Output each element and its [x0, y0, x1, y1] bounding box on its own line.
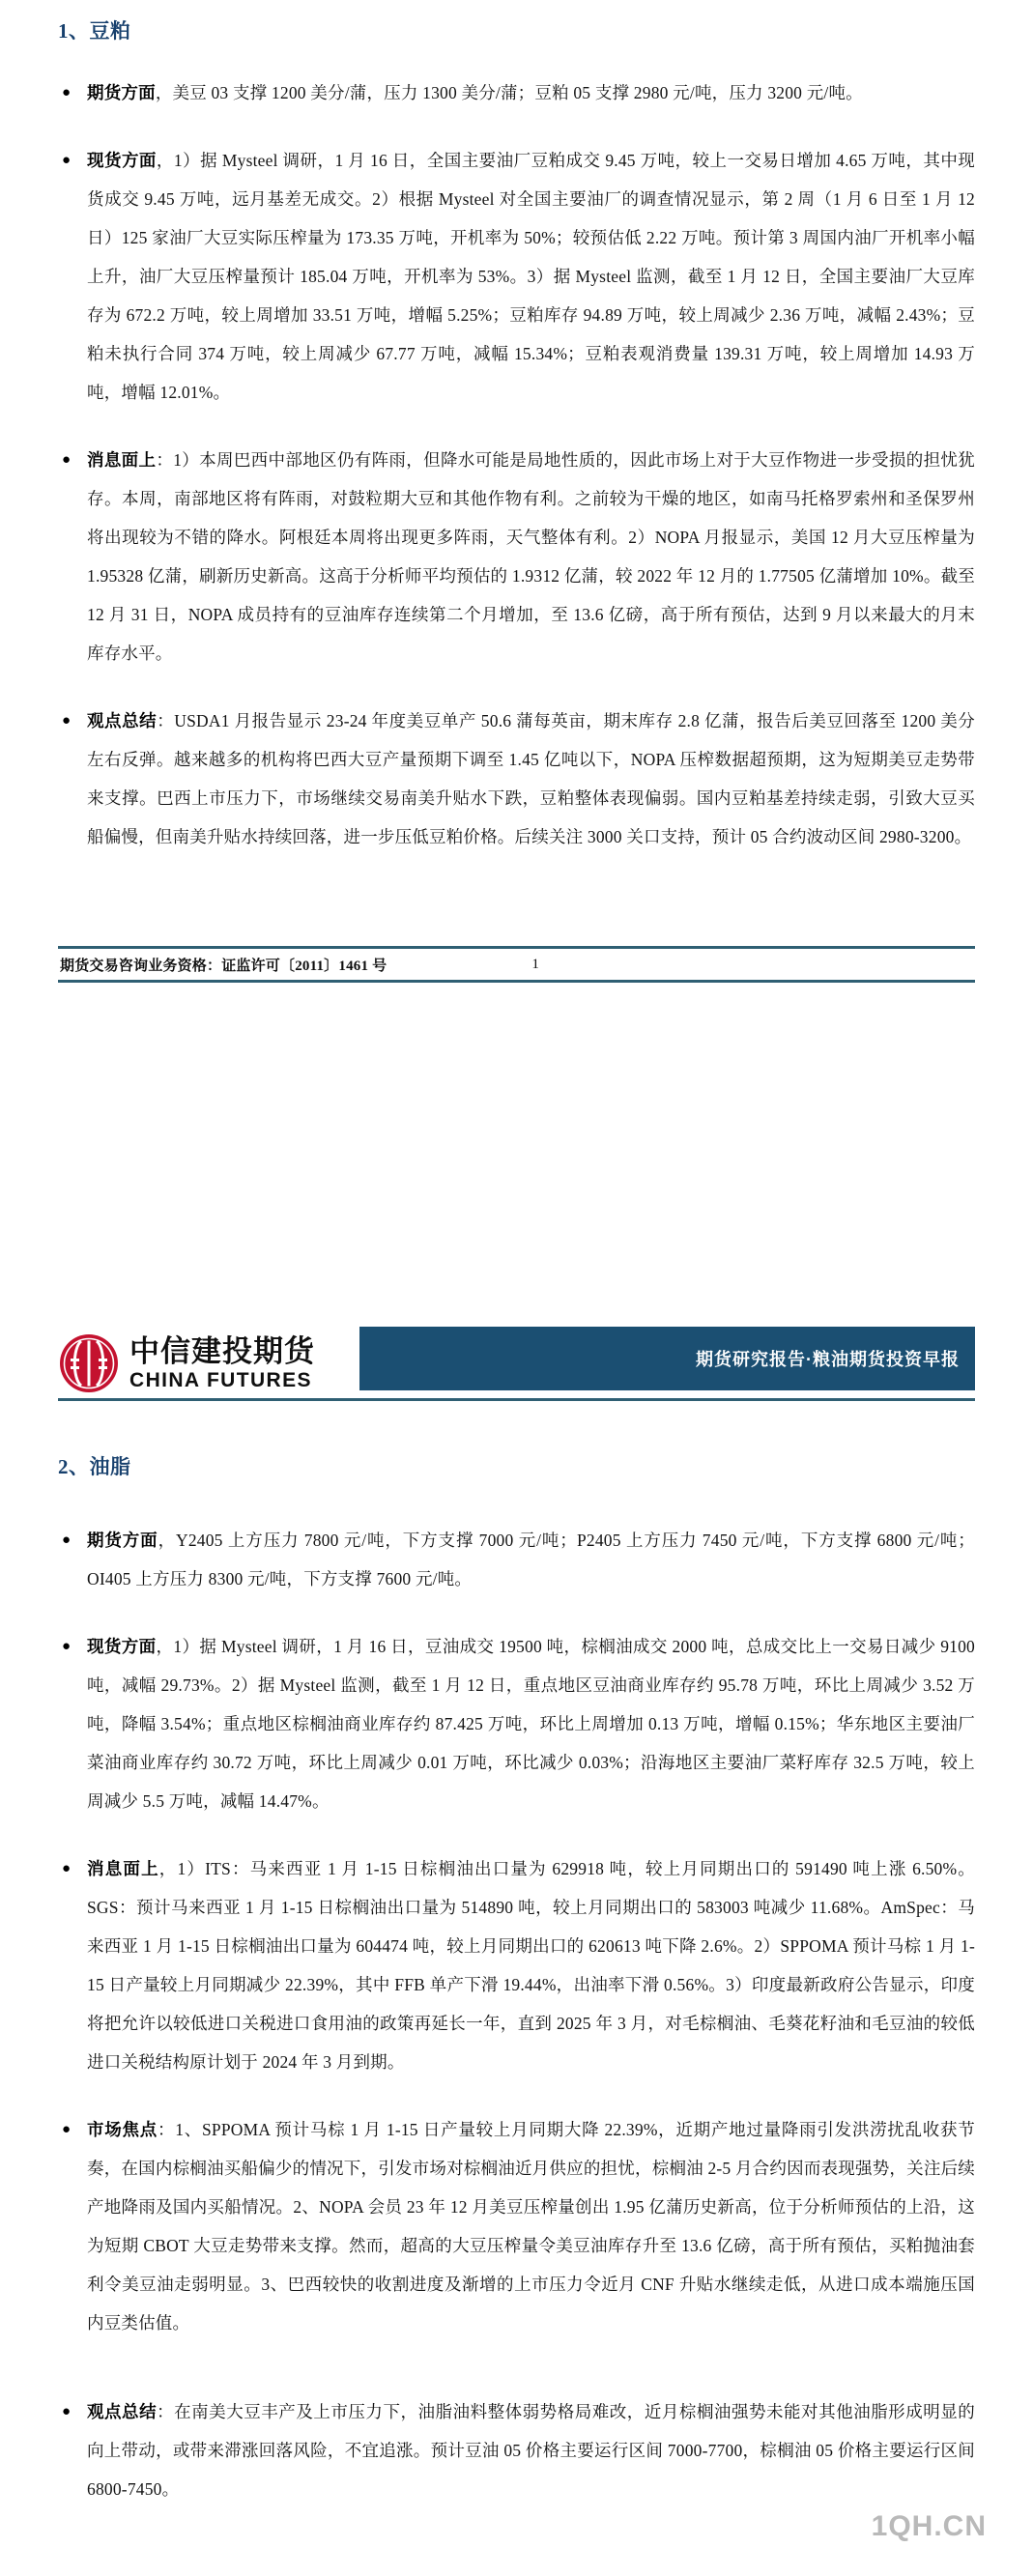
header-banner	[359, 1327, 975, 1390]
bullet-text	[87, 141, 975, 412]
bullet-text	[87, 1521, 975, 1598]
footer-rule-bottom	[58, 980, 975, 983]
bullet-dot-icon: ●	[62, 1532, 72, 1548]
watermark: 1QH.CN	[871, 2510, 987, 2542]
bullet-body-text: ，1）ITS：马来西亚 1 月 1-15 日棕榈油出口量为 629918 吨，较上月同期出口的 591490 吨上涨 6.50%。SGS：预计马来西亚 1 月 1-15 日棕榈油出口量为 514890 吨，较上月同期出口的 583003 吨减少 11.68%。AmSpec：马来西亚 1 月 1-15 日棕榈油出口量为 604474 吨，较上月同期出口的 620613 吨下降 2.6%。2）SPPOMA 预计马棕 1 月 1-15 日产量较上月同期减少 22.39%，其中 FFB 单产下滑 19.44%，出油率下滑 0.56%。3）印度最新政府公告显示，印度将把允许以较低进口关税进口食用油的政策再延长一年，直到 2025 年 3 月，对毛棕榈油、毛葵花籽油和毛豆油的较低进口关税结构原计划于 2024 年 3 月到期。	[87, 1859, 975, 2072]
company-logo	[58, 1332, 348, 1394]
page1-section-title: 1、豆粕	[58, 19, 131, 43]
bullet-item	[58, 1627, 975, 1820]
bullet-text	[87, 2110, 975, 2342]
bullet-lead: 现货方面	[87, 151, 157, 170]
bullet-dot-icon: ●	[62, 713, 72, 729]
logo-chinese-name: 中信建投期货	[129, 1334, 315, 1368]
bullet-item	[58, 73, 975, 112]
bullet-lead: 观点总结	[87, 2402, 158, 2421]
bullet-lead: 消息面上	[87, 450, 157, 470]
bullet-text	[87, 441, 975, 673]
bullet-item	[58, 1849, 975, 2081]
bullet-dot-icon: ●	[62, 85, 72, 100]
bullet-item	[58, 701, 975, 856]
page2-section-title: 2、油脂	[58, 1455, 131, 1478]
bullet-dot-icon: ●	[62, 153, 72, 168]
bullet-body-text: ，1）据 Mysteel 调研，1 月 16 日，豆油成交 19500 吨，棕榈油成交 2000 吨，总成交比上一交易日减少 9100 吨，减幅 29.73%。2）据 Mysteel 监测，截至 1 月 12 日，重点地区豆油商业库存约 95.78 万吨，环比上周减少 3.52 万吨，降幅 3.54%；重点地区棕榈油商业库存约 87.425 万吨，环比上周增加 0.13 万吨，增幅 0.15%；华东地区主要油厂菜油商业库存约 30.72 万吨，环比上周减少 0.01 万吨，环比减少 0.03%；沿海地区主要油厂菜籽库存 32.5 万吨，较上周减少 5.5 万吨，减幅 14.47%。	[87, 1637, 975, 1811]
footer-license-text: 期货交易咨询业务资格：证监许可〔2011〕1461 号	[60, 959, 387, 974]
bullet-item	[58, 2392, 975, 2508]
bullet-lead: 现货方面	[87, 1637, 157, 1656]
bullet-body-text: ，1）据 Mysteel 调研，1 月 16 日，全国主要油厂豆粕成交 9.45 万吨，较上一交易日增加 4.65 万吨，其中现货成交 9.45 万吨，远月基差无成交。2）根据 Mysteel 对全国主要油厂的调查情况显示，第 2 周（1 月 6 日至 1 月 12 日）125 家油厂大豆实际压榨量为 173.35 万吨，开机率为 50%；较预估低 2.22 万吨。预计第 3 周国内油厂开机率小幅上升，油厂大豆压榨量预计 185.04 万吨，开机率为 53%。3）据 Mysteel 监测，截至 1 月 12 日，全国主要油厂大豆库存为 672.2 万吨，较上周增加 33.51 万吨，增幅 5.25%；豆粕库存 94.89 万吨，较上周减少 2.36 万吨，减幅 2.43%；豆粕未执行合同 374 万吨，较上周减少 67.77 万吨，减幅 15.34%；豆粕表观消费量 139.31 万吨，较上周增加 14.93 万吨，增幅 12.01%。	[87, 151, 975, 402]
bullet-body-text: ：1）本周巴西中部地区仍有阵雨，但降水可能是局地性质的，因此市场上对于大豆作物进一步受损的担忧犹存。本周，南部地区将有阵雨，对鼓粒期大豆和其他作物有利。之前较为干燥的地区，如南马托格罗索州和圣保罗州将出现较为不错的降水。阿根廷本周将出现更多阵雨，天气整体有利。2）NOPA 月报显示，美国 12 月大豆压榨量为 1.95328 亿蒲，刷新历史新高。这高于分析师平均预估的 1.9312 亿蒲，较 2022 年 12 月的 1.77505 亿蒲增加 10%。截至 12 月 31 日，NOPA 成员持有的豆油库存连续第二个月增加，至 13.6 亿磅，高于所有预估，达到 9 月以来最大的月末库存水平。	[87, 450, 975, 663]
bullet-dot-icon: ●	[62, 1639, 72, 1654]
page-header	[58, 1290, 975, 1394]
bullet-lead: 期货方面	[87, 1531, 158, 1550]
bullet-text	[87, 1849, 975, 2081]
bullet-body-text: ，美豆 03 支撑 1200 美分/蒲，压力 1300 美分/蒲；豆粕 05 支撑 2980 元/吨，压力 3200 元/吨。	[155, 83, 863, 102]
header-banner-title: 期货研究报告·粮油期货投资早报	[696, 1350, 960, 1369]
bullet-lead: 消息面上	[87, 1859, 159, 1878]
document-page-2	[0, 1290, 1033, 2576]
bullet-lead: 市场焦点	[87, 2120, 158, 2139]
bullet-item	[58, 141, 975, 412]
bullet-item	[58, 441, 975, 673]
bullet-body-text: ：USDA1 月报告显示 23-24 年度美豆单产 50.6 蒲每英亩，期末库存 2.8 亿蒲，报告后美豆回落至 1200 美分左右反弹。越来越多的机构将巴西大豆产量预期下调至 1.45 亿吨以下，NOPA 压榨数据超预期，这为短期美豆走势带来支撑。巴西上市压力下，市场继续交易南美升贴水下跌，豆粕整体表现偏弱。国内豆粕基差持续走弱，引致大豆买船偏慢，但南美升贴水持续回落，进一步压低豆粕价格。后续关注 3000 关口支持，预计 05 合约波动区间 2980-3200。	[87, 711, 975, 846]
bullet-lead: 期货方面	[87, 83, 156, 102]
bullet-dot-icon: ●	[62, 452, 72, 468]
page-footer	[58, 946, 975, 983]
bullet-dot-icon: ●	[62, 2122, 72, 2137]
footer-page-number: 1	[531, 957, 540, 972]
bullet-item	[58, 2110, 975, 2342]
bullet-dot-icon: ●	[62, 1861, 72, 1876]
bullet-text	[87, 701, 975, 856]
bullet-item	[58, 1521, 975, 1598]
bullet-text	[87, 1627, 975, 1820]
citic-futures-logo-icon	[58, 1332, 120, 1394]
bullet-body-text: ：在南美大豆丰产及上市压力下，油脂油料整体弱势格局难改，近月棕榈油强势未能对其他油脂形成明显的向上带动，或带来滞涨回落风险，不宜追涨。预计豆油 05 价格主要运行区间 7000-7700，棕榈油 05 价格主要运行区间 6800-7450。	[87, 2402, 975, 2499]
bullet-lead: 观点总结	[87, 711, 158, 730]
bullet-dot-icon: ●	[62, 2404, 72, 2419]
bullet-body-text: ：1、SPPOMA 预计马棕 1 月 1-15 日产量较上月同期大降 22.39%，近期产地过量降雨引发洪涝扰乱收获节奏，在国内棕榈油买船偏少的情况下，引发市场对棕榈油近月供应的担忧，棕榈油 2-5 月合约因而表现强势，关注后续产地降雨及国内买船情况。2、NOPA 会员 23 年 12 月美豆压榨量创出 1.95 亿蒲历史新高，位于分析师预估的上沿，这为短期 CBOT 大豆走势带来支撑。然而，超高的大豆压榨量令美豆油库存升至 13.6 亿磅，高于所有预估，买粕抛油套利令美豆油走弱明显。3、巴西较快的收割进度及渐增的上市压力令近月 CNF 升贴水继续走低，从进口成本端施压国内豆类估值。	[87, 2120, 975, 2333]
logo-english-name: CHINA FUTURES	[129, 1369, 312, 1391]
bullet-text	[87, 73, 975, 112]
bullet-text	[87, 2392, 975, 2508]
bullet-body-text: ，Y2405 上方压力 7800 元/吨，下方支撑 7000 元/吨；P2405 上方压力 7450 元/吨，下方支撑 6800 元/吨；OI405 上方压力 8300 元/吨，下方支撑 7600 元/吨。	[87, 1531, 975, 1589]
